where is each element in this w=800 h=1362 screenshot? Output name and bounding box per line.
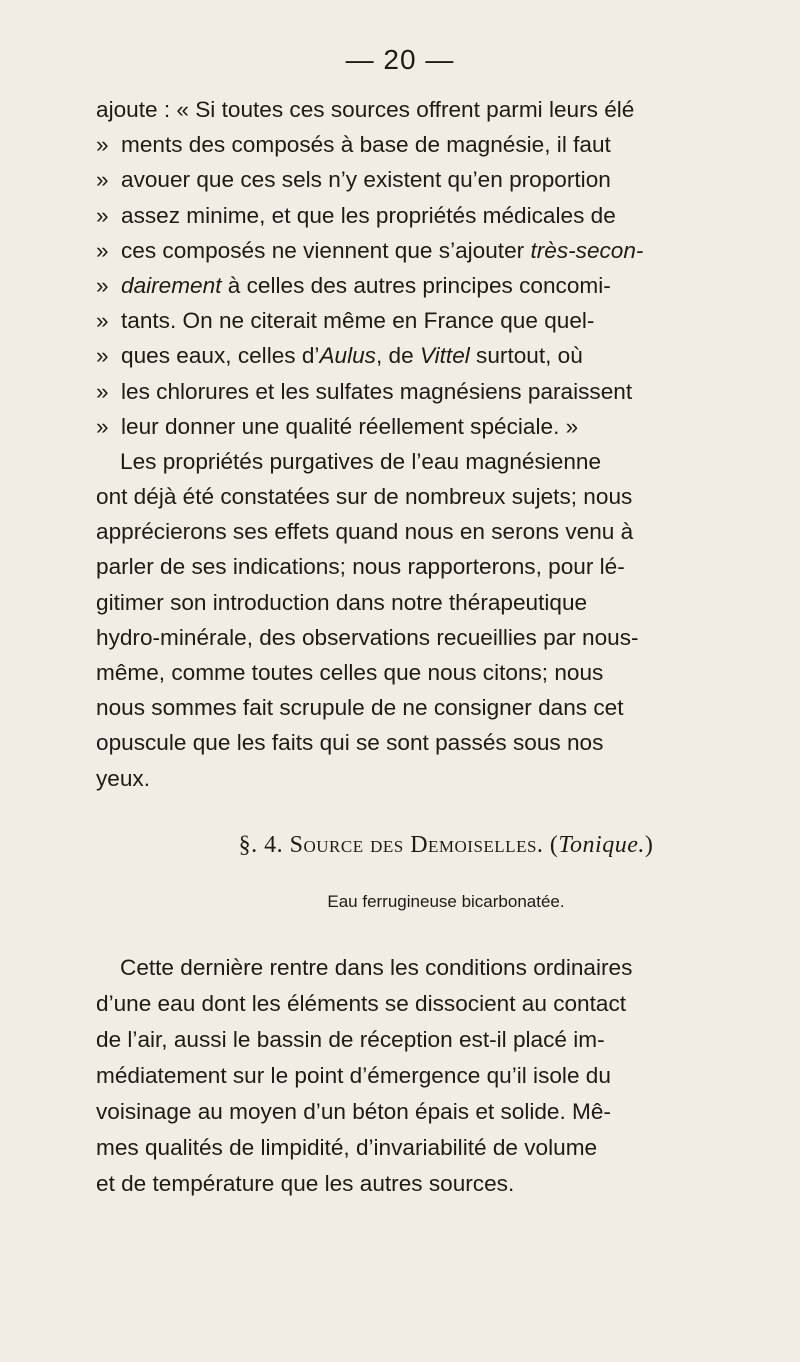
paragraph-line: hydro-minérale, des observations recueillies par nous- — [96, 624, 639, 650]
paragraph-line: yeux. — [96, 765, 151, 791]
paragraph-line: nous sommes fait scrupule de ne consigner dans cet — [96, 695, 624, 721]
paragraph-line: de l’air, aussi le bassin de réception est-il placé im- — [96, 1027, 605, 1052]
paragraph-line: ont déjà été constatées sur de nombreux sujets; nous — [96, 484, 633, 510]
paragraph-block — [96, 950, 796, 1202]
guillemet: » — [96, 378, 109, 404]
text-line: » ments des composés à base de magnésie, il faut — [96, 127, 796, 162]
text-line: » tants. On ne citerait même en France que quel- — [96, 303, 796, 338]
section-subtitle: Eau ferrugineuse bicarbonatée. — [327, 892, 565, 911]
paragraph-line: gitimer son introduction dans notre thérapeutique — [96, 589, 588, 615]
paragraph-line: médiatement sur le point d’émergence qu’il isole du — [96, 1063, 611, 1088]
text-line: » dairement à celles des autres principes concomi- — [96, 268, 796, 303]
page-number: — 20 — — [345, 44, 455, 75]
paragraph-line: d’une eau dont les éléments se dissocient au contact — [96, 991, 627, 1016]
text-line: » les chlorures et les sulfates magnésiens paraissent — [96, 374, 796, 409]
text-line: » assez minime, et que les propriétés médicales de — [96, 198, 796, 233]
text-line: » avouer que ces sels n’y existent qu’en proportion — [96, 162, 796, 197]
paragraph-line: Les propriétés purgatives de l’eau magnésienne — [120, 448, 602, 474]
paragraph-line: parler de ses indications; nous rapporterons, pour lé- — [96, 554, 625, 580]
guillemet: » — [96, 413, 109, 439]
guillemet: » — [96, 202, 109, 228]
paragraph-line: opuscule que les faits qui se sont passés sous nos — [96, 730, 604, 756]
section-heading: §. 4. Source des Demoiselles. (Tonique.) — [238, 832, 654, 858]
guillemet: » — [96, 237, 109, 263]
guillemet: » — [96, 272, 109, 298]
quote-block — [96, 92, 796, 796]
guillemet: » — [96, 132, 109, 158]
text-line: » ques eaux, celles d’Aulus, de Vittel surtout, où — [96, 338, 796, 373]
text-line: » ces composés ne viennent que s’ajouter très-secon- — [96, 233, 796, 268]
guillemet: » — [96, 308, 109, 334]
paragraph-line: mes qualités de limpidité, d’invariabilité de volume — [96, 1135, 598, 1160]
guillemet: » — [96, 167, 109, 193]
text-line: » leur donner une qualité réellement spéciale. » — [96, 409, 796, 444]
paragraph-line: et de température que les autres sources. — [96, 1171, 515, 1196]
paragraph-line: apprécierons ses effets quand nous en serons venu à — [96, 519, 634, 545]
paragraph-line: même, comme toutes celles que nous citons; nous — [96, 660, 604, 685]
paragraph-line: Cette dernière rentre dans les conditions ordinaires — [120, 955, 633, 980]
paragraph-line: voisinage au moyen d’un béton épais et solide. Mê- — [96, 1099, 611, 1124]
guillemet: » — [96, 343, 109, 369]
text-line: ajoute : « Si toutes ces sources offrent parmi leurs élé — [96, 97, 635, 122]
